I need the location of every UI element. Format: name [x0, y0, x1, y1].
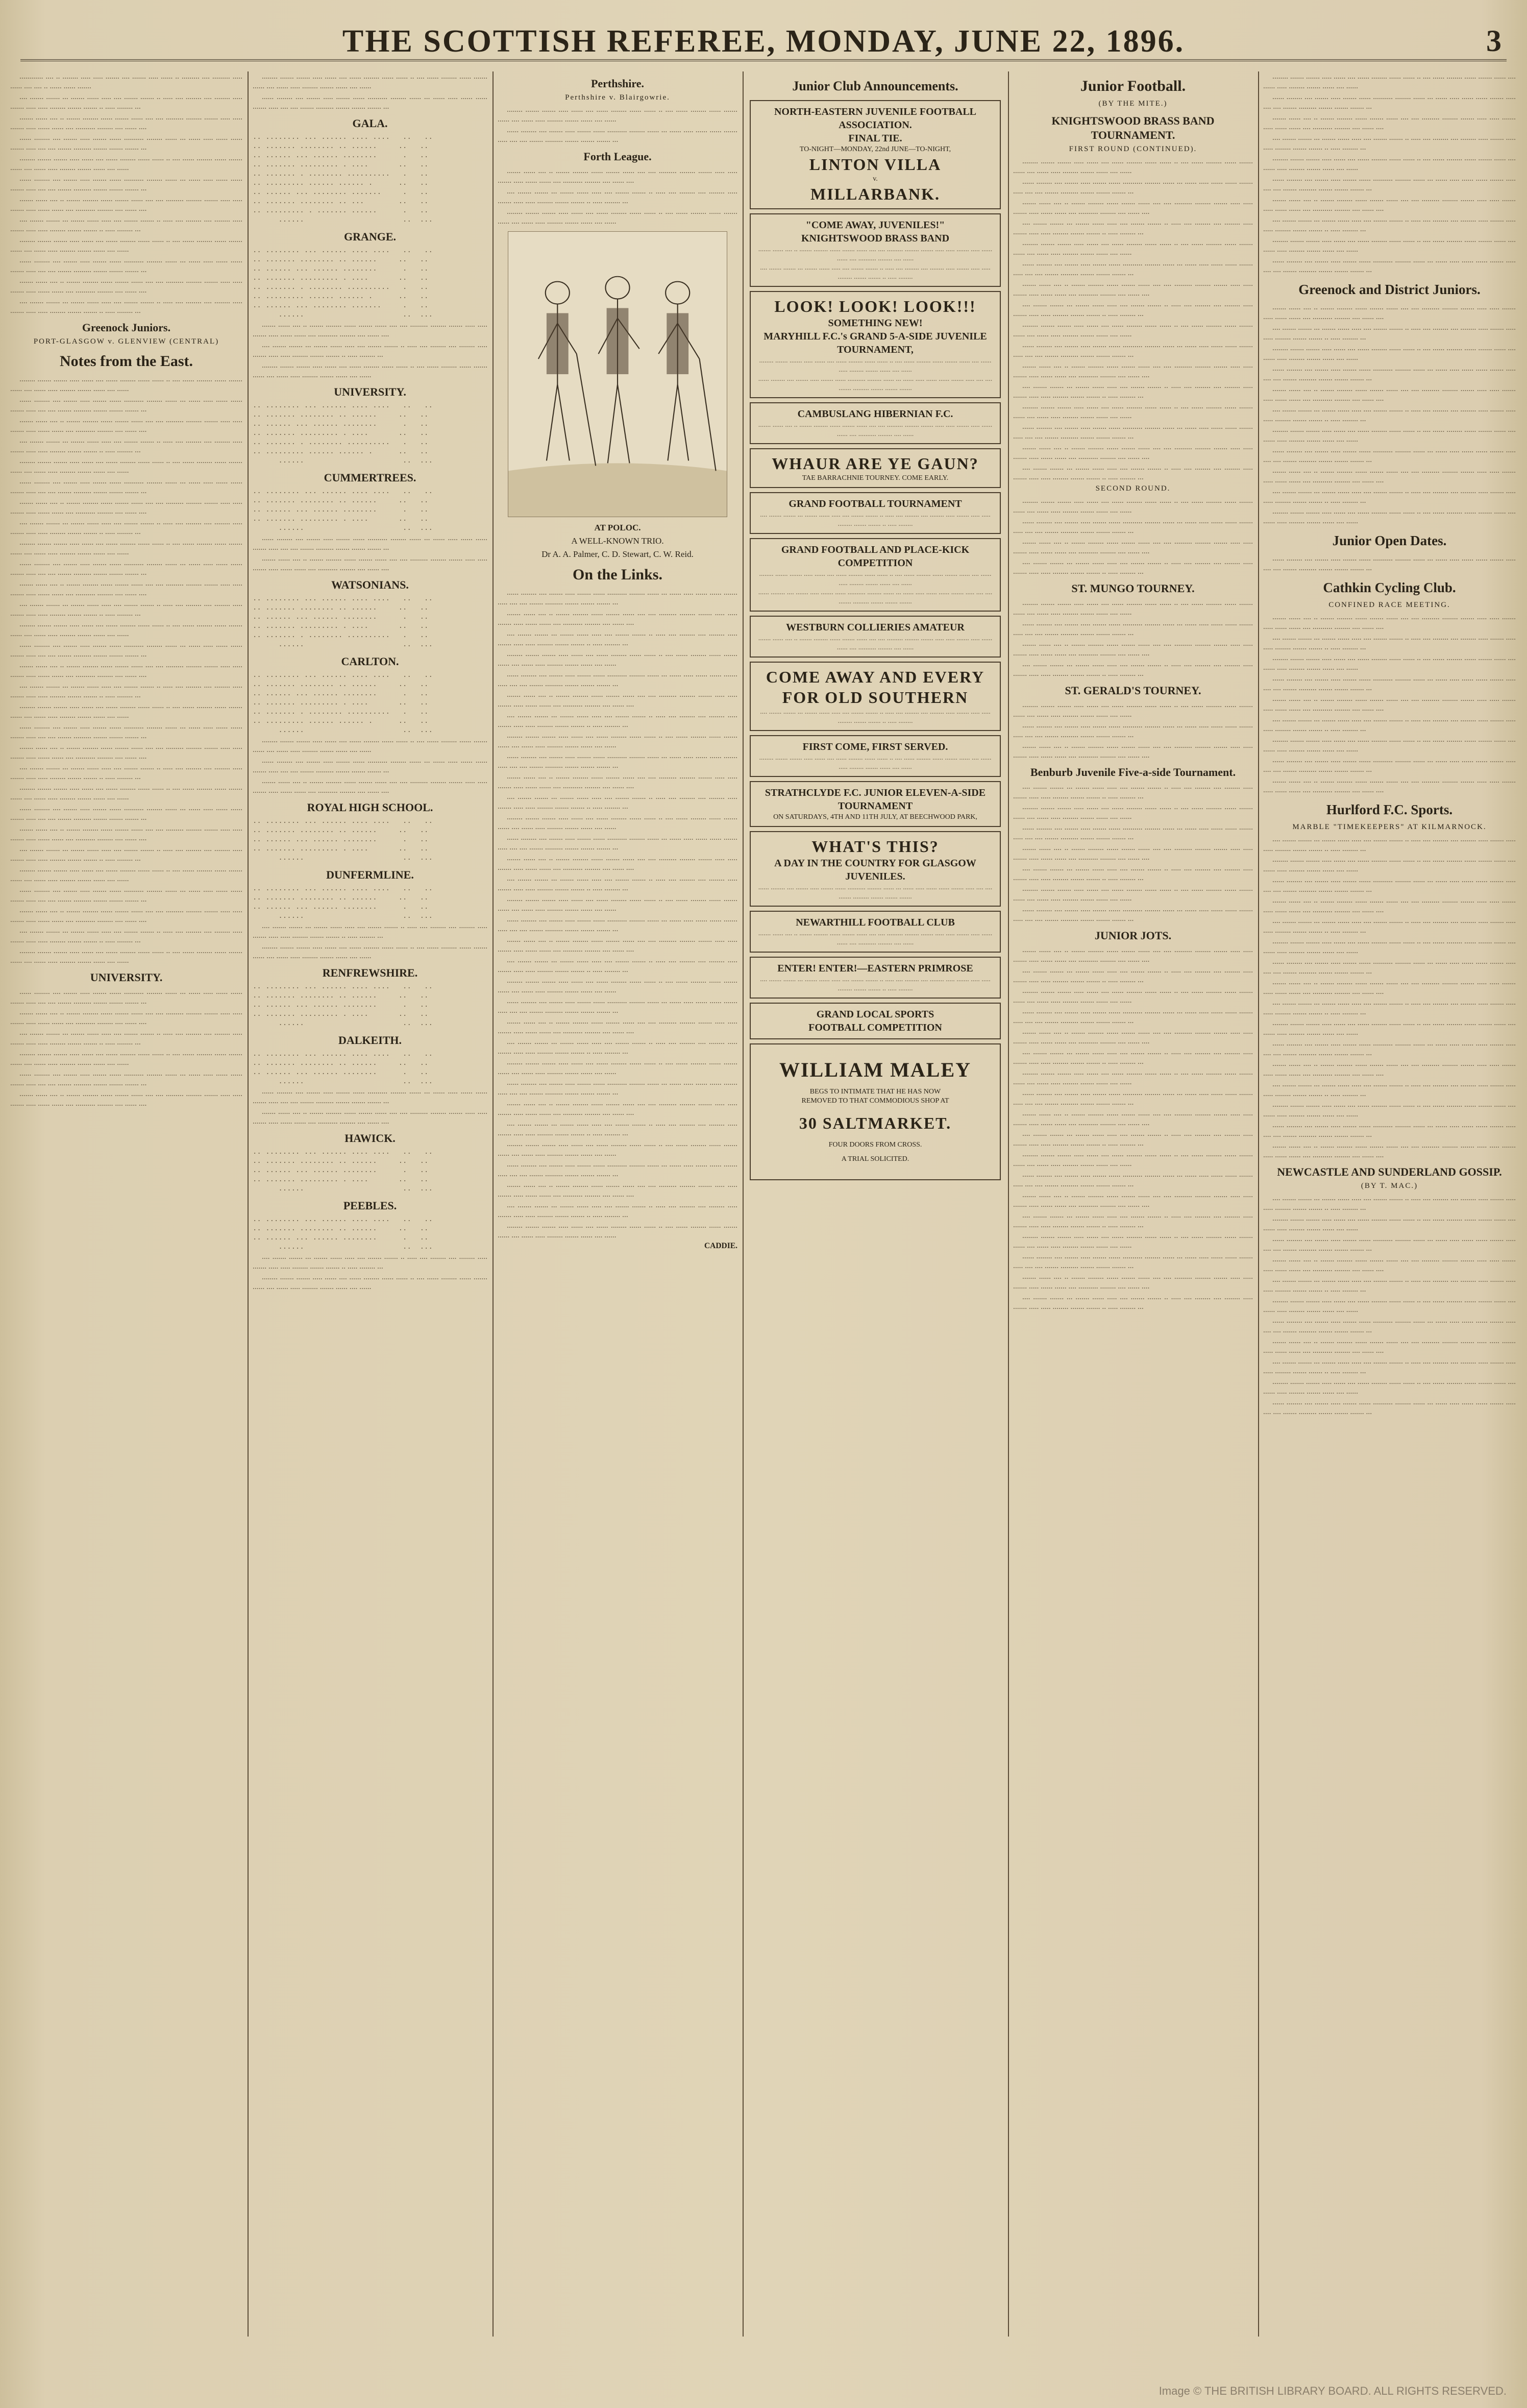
ad9-title: WESTBURN COLLIERIES AMATEUR — [786, 622, 965, 633]
col2-heading-dalkeith: DALKEITH. — [338, 1034, 402, 1047]
column-5: Junior Football. (BY THE MITE.) KNIGHTSWOOD BRASS BAND TOURNAMENT. FIRST ROUND (CONTINUED). ........ ....... ....... ..... ...... .... ...... ........ ...... ...... .. .... ...... ........ ...... ....... ...... .... ...... ..... ........ ....... ...... .... ...... ...... ........ .... ....... ..... ....... ...... .......... ........ ...... ... ...... ..... ...... ...... ....... ..... .... .... ....... ......... ....... ....... ....... ... ....... ...... .... .. ....... ........ ...... ....... ...... .... .... ......... ........ ....... ..... ..... ....... ..... ...... ...... .... .......... ........ .... ...... .... .... ....... ....... ... ....... ...... ..... .... ....... ....... .. ..... .... ........ .... ........ ..... ....... ..... ..... ........ ....... ....... .. ..... ........ ... ........ ....... ....... ..... ...... .... ...... ........ ...... ...... .. .... ...... ........ ...... ....... ...... .... ...... ..... ........ ....... ...... .... ...... ...... ........ .... ....... ..... ....... ...... .......... ........ ...... ... ...... ..... ...... ...... ....... ..... .... .... ....... ......... ....... ....... ....... ... ....... ...... .... .. ....... ........ ...... ....... ...... .... .... ......... ........ ....... ..... ..... ....... ..... ...... ...... .... .......... ........ .... ...... .... .... ....... ....... ... ....... ...... ..... .... ....... ....... .. ..... .... ........ .... ........ ..... ....... ..... ..... ........ ....... ....... .. ..... ........ ... ........ ....... ....... ..... ...... .... ...... ........ ...... ...... .. .... ...... ........ ...... ....... ...... .... ...... ..... ........ ....... ...... .... ...... ...... ........ .... ....... ..... ....... ...... .......... ........ ...... ... ...... ..... ...... ...... ....... ..... .... .... ....... ......... ....... ....... ....... ... ....... ...... .... .. ....... ........ ...... ....... ...... .... .... ......... ........ ....... ..... ..... ....... ..... ...... ...... .... .......... ........ .... ...... .... .... ....... ....... ... ....... ...... ..... .... ....... ....... .. ..... .... ........ .... ........ ..... ....... ..... ..... ........ ....... ....... .. ..... ........ ... ........ ....... ....... ..... ...... .... ...... ........ ...... ...... .. .... ...... ........ ...... ....... ...... .... ...... ..... ........ ....... ...... .... ...... ...... ........ .... ....... ..... ....... ...... .......... ........ ...... ... ...... ..... ...... ...... ....... ..... .... .... ....... ......... ....... ....... ....... ... ....... ...... .... .. ....... ........ ...... ....... ...... .... .... ......... ........ ....... ..... ..... ....... ..... ...... ...... .... .......... ........ .... ...... .... .... ....... ....... ... ....... ...... ..... .... ....... ....... .. ..... .... ........ .... ........ ..... ....... ..... ..... ........ ....... ....... .. ..... ........ ... SECOND ROUND. ........ ....... ....... ..... ...... .... ...... ........ ...... ...... .. .... ...... ........ ...... ....... ...... .... ...... ..... ........ ....... ...... .... ...... ...... ........ .... ....... ..... ....... ...... .......... ........ ...... ... ...... ..... ...... ...... ....... ..... .... .... ....... ......... ....... ....... ....... ... ....... ...... .... .. ....... ........ ...... ....... ...... .... .... ......... ........ ....... ..... ..... ....... ..... ...... ...... .... .......... ........ .... ...... .... .... ....... ....... ... ....... ...... ..... .... ....... ....... .. ..... .... ........ .... ........ ..... ....... ..... ..... ........ ....... ....... .. ..... ........ ... ST. MUNGO TOURNEY. ........ ....... ....... ..... ...... .... ...... ........ ...... ...... .. .... ...... ........ ...... ....... ...... .... ...... ..... ........ ....... ...... .... ...... ...... ........ .... ....... ..... ....... ...... .......... ........ ...... ... ...... ..... ...... ...... ....... ..... .... .... ....... ......... ....... ....... ....... ... ....... ...... .... .. ....... ........ ...... ....... ...... .... .... ......... ........ ....... ..... ..... ....... ..... ...... ...... .... .......... ........ .... ...... .... .... ....... ....... ... ....... ...... ..... .... ....... ....... .. ..... .... ........ .... ........ ..... ....... ..... ..... ........ ....... ....... .. ..... ........ ... ST. GERALD'S TOURNEY. ........ ....... ....... ..... ...... .... ...... ........ ...... ...... .. .... ...... ........ ...... ....... ...... .... ...... ..... ........ ....... ...... .... ...... ...... ........ .... ....... ..... ....... ...... .......... ........ ...... ... ...... ..... ...... ...... ....... ..... .... .... ....... ......... ....... ....... ....... ... ....... ...... .... .. ....... ........ ...... ....... ...... .... .... ......... ........ ....... ..... ..... ....... ..... ...... ...... .... .......... ........ .... ...... .... Benburb Juvenile Five-a-side Tournament. .... ....... ....... ... ....... ...... ..... .... ....... ....... .. ..... .... ........ .... ........ ..... ....... ..... ..... ........ ....... ....... .. ..... ........ ... ........ ....... ....... ..... ...... .... ...... ........ ...... ...... .. .... ...... ........ ...... ....... ...... .... ...... ..... ........ ....... ...... .... ...... ...... ........ .... ....... ..... ....... ...... .......... ........ ...... ... ...... ..... ...... ...... ....... ..... .... .... ....... ......... ....... ....... ....... ... ....... ...... .... .. ....... ........ ...... ....... ...... .... .... ......... ........ ....... ..... ..... ....... ..... ...... ...... .... .......... ........ .... ...... .... .... ....... ....... ... ....... ...... ..... .... ....... ....... .. ..... .... ........ .... ........ ..... ....... ..... ..... ........ ....... ....... .. ..... ........ ... ........ ....... ....... ..... ...... .... ...... ........ ...... ...... .. .... ...... ........ ...... ....... ...... .... ...... ..... ........ ....... ...... .... ...... ...... ........ .... ....... ..... ....... ...... .......... ........ ...... ... ...... ..... ...... ...... ....... ..... .... .... ....... ......... ....... ....... ....... ... JUNIOR JOTS. ....... ...... .... .. ....... ........ ...... ....... ...... .... .... ......... ........ ....... ..... ..... ....... ..... ...... ...... .... .......... ........ .... ...... .... .... ....... ....... ... ....... ...... ..... .... ....... ....... .. ..... .... ........ .... ........ ..... ....... ..... ..... ........ ....... ....... .. ..... ........ ... ........ ....... ....... ..... ...... .... ...... ........ ...... ...... .. .... ...... ........ ...... ....... ...... .... ...... ..... ........ ....... ...... .... ...... ...... ........ .... ....... ..... ....... ...... .......... ........ ...... ... ...... ..... ...... ...... ....... ..... .... .... ....... ......... ....... ....... ....... ... ....... ...... .... .. ....... ........ ...... ....... ...... .... .... ......... ........ ....... ..... ..... ....... ..... ...... ...... .... .......... ........ .... ...... .... .... ....... ....... ... ....... ...... ..... .... ....... ....... .. ..... .... ........ .... ........ ..... ....... ..... ..... ........ ....... ....... .. ..... ........ ... ........ ....... ....... ..... ...... .... ...... ........ ...... ...... .. .... ...... ........ ...... ....... ...... .... ...... ..... ........ ....... ...... .... ...... ...... ........ .... ....... ..... ....... ...... .......... ........ ...... ... ...... ..... ...... ...... ....... ..... .... .... ....... ......... ....... ....... ....... ... ....... ...... .... .. ....... ........ ...... ....... ...... .... .... ......... ........ ....... ..... ..... ....... ..... ...... ...... .... .......... ........ .... ...... .... .... ....... ....... ... ....... ...... ..... .... ....... ....... .. ..... .... ........ .... ........ ..... ....... ..... ..... ........ ....... ....... .. ..... ........ ... ........ ....... ....... ..... ...... .... ...... ........ ...... ...... .. .... ...... ........ ...... ....... ...... .... ...... ..... ........ ....... ...... .... ...... ...... ........ .... ....... ..... ....... ...... .......... ........ ...... ... ...... ..... ...... ...... ....... ..... .... .... ....... ......... ....... ....... ....... ... ....... ...... .... .. ....... ........ ...... ....... ...... .... .... ......... ........ ....... ..... ..... ....... ..... ...... ...... .... .......... ........ .... ...... .... .... ....... ....... ... ....... ...... ..... .... ....... ....... .. ..... .... ........ .... ........ ..... ....... ..... ..... ........ ....... ....... .. ..... ........ ... ........ ....... ....... ..... ...... .... ...... ........ ...... ...... .. .... ...... ........ ...... ....... ...... .... ...... ..... ........ ....... ...... .... ...... ...... ........ .... ....... ..... ....... ...... .......... ........ ...... ... ...... ..... ...... ...... ....... ..... .... .... ....... ......... ....... ....... ....... ... ....... ...... .... .. ....... ........ ...... ....... ...... .... .... ......... ........ ....... ..... ..... ....... ..... ...... ...... .... .......... ........ .... ...... .... .... ....... ....... ... ....... ...... ..... .... ....... ....... .. ..... .... ........ .... ........ ..... ....... ..... ..... ........ ....... ....... .. ..... ........ ... — [1013, 78, 1253, 1311]
ad17-name: WILLIAM MALEY — [779, 1058, 972, 1081]
col5-heading-junior-football: Junior Football. — [1080, 78, 1186, 94]
col6-subheading-confined-race: CONFINED RACE MEETING. — [1328, 601, 1450, 609]
ad2-title: KNIGHTSWOOD BRASS BAND — [801, 233, 950, 244]
ad17-line2: REMOVED TO THAT COMMODIOUS SHOP AT — [801, 1097, 949, 1105]
ad10-title: COME AWAY AND EVERY FOR OLD SOUTHERN — [766, 668, 985, 707]
ad12-sub: ON SATURDAYS, 4TH AND 11TH JULY, AT BEECHWOOD PARK, — [773, 813, 977, 821]
masthead — [20, 20, 1507, 61]
col2-heading-cummertrees: CUMMERTREES. — [324, 471, 416, 484]
ad1-team-a: LINTON VILLA — [809, 155, 942, 174]
col5-byline: (BY THE MITE.) — [1098, 100, 1168, 108]
ad12-title: STRATHCLYDE F.C. JUNIOR ELEVEN-A-SIDE TOURNAMENT — [765, 787, 986, 812]
ad-look-look: LOOK! LOOK! LOOK!!! SOMETHING NEW! MARYHILL F.C.'s GRAND 5-A-SIDE JUVENILE TOURNAMENT, ........ ....... ....... ..... ...... .... ...... ........ ...... ...... .. .... ...... ........ ...... ....... ...... .... ...... ..... ........ ....... ...... .... ...... ...... ........ .... ....... ..... ....... ...... .......... ........ ...... ... ...... ..... ...... ...... ....... ..... .... .... ....... ......... ....... ....... ....... — [750, 291, 1001, 398]
caption-names: Dr A. A. Palmer, C. D. Stewart, C. W. Reid. — [541, 549, 694, 559]
ad-knightswood-brass-band: "COME AWAY, JUVENILES!" KNIGHTSWOOD BRASS BAND ....... ...... .... .. ....... ........ ...... ....... ...... .... .... ......... ........ ....... ..... ..... ....... ..... ...... ...... .... .......... ........ .... ...... .... ....... ....... ... ....... ...... ..... .... ....... ....... .. ..... .... ........ .... ........ ..... ....... ..... ..... ........ ....... ....... .. ..... ........ — [750, 213, 1001, 287]
ad17-line4: A TRIAL SOLICITED. — [841, 1155, 909, 1163]
col1-heading-notes-from-east: Notes from the East. — [59, 353, 193, 370]
col5-subheading-benburb: Benburb Juvenile Five-a-side Tournament. — [1030, 766, 1236, 779]
illustration-golfers — [508, 231, 727, 517]
col3-subheading-perthshire-blairgowrie: Perthshire v. Blairgowrie. — [565, 93, 670, 102]
column-6: ........ ....... ....... ..... ...... .... ...... ........ ...... ...... .. .... ...... ........ ...... ....... ...... .... ...... ..... ........ ....... ...... .... ...... ...... ........ .... ....... ..... ....... ...... .......... ........ ...... ... ...... ..... ...... ...... ....... ..... .... .... ....... ......... ....... ....... ....... ... ....... ...... .... .. ....... ........ ...... ....... ...... .... .... ......... ........ ....... ..... ..... ....... ..... ...... ...... .... .......... ........ .... ...... .... .... ....... ....... ... ....... ...... ..... .... ....... ....... .. ..... .... ........ .... ........ ..... ....... ..... ..... ........ ....... ....... .. ..... ........ ... ........ ....... ....... ..... ...... .... ...... ........ ...... ...... .. .... ...... ........ ...... ....... ...... .... ...... ..... ........ ....... ...... .... ...... ...... ........ .... ....... ..... ....... ...... .......... ........ ...... ... ...... ..... ...... ...... ....... ..... .... .... ....... ......... ....... ....... ....... ... ....... ...... .... .. ....... ........ ...... ....... ...... .... .... ......... ........ ....... ..... ..... ....... ..... ...... ...... .... .......... ........ .... ...... .... .... ....... ....... ... ....... ...... ..... .... ....... ....... .. ..... .... ........ .... ........ ..... ....... ..... ..... ........ ....... ....... .. ..... ........ ... ........ ....... ....... ..... ...... .... ...... ........ ...... ...... .. .... ...... ........ ...... ....... ...... .... ...... ..... ........ ....... ...... .... ...... ...... ........ .... ....... ..... ....... ...... .......... ........ ...... ... ...... ..... ...... ...... ....... ..... .... .... ....... ......... ....... ....... ....... ... Greenock and District Juniors. ....... ...... .... .. ....... ........ ...... ....... ...... .... .... ......... ........ ....... ..... ..... ....... ..... ...... ...... .... .......... ........ .... ...... .... .... ....... ....... ... ....... ...... ..... .... ....... ....... .. ..... .... ........ .... ........ ..... ....... ..... ..... ........ ....... ....... .. ..... ........ ... ........ ....... ....... ..... ...... .... ...... ........ ...... ...... .. .... ...... ........ ...... ....... ...... .... ...... ..... ........ ....... ...... .... ...... ...... ........ .... ....... ..... ....... ...... .......... ........ ...... ... ...... ..... ...... ...... ....... ..... .... .... ....... ......... ....... ....... ....... ... ....... ...... .... .. ....... ........ ...... ....... ...... .... .... ......... ........ ....... ..... ..... ....... ..... ...... ...... .... .......... ........ .... ...... .... .... ....... ....... ... ....... ...... ..... .... ....... ....... .. ..... .... ........ .... ........ ..... ....... ..... ..... ........ ....... ....... .. ..... ........ ... ........ ....... ....... ..... ...... .... ...... ........ ...... ...... .. .... ...... ........ ...... ....... ...... .... ...... ..... ........ ....... ...... .... ...... ...... ........ .... ....... ..... ....... ...... .......... ........ ...... ... ...... ..... ...... ...... ....... ..... .... .... ....... ......... ....... ....... ....... ... ....... ...... .... .. ....... ........ ...... ....... ...... .... .... ......... ........ ....... ..... ..... ....... ..... ...... ...... .... .......... ........ .... ...... .... .... ....... ....... ... ....... ...... ..... .... ....... ....... .. ..... .... ........ .... ........ ..... ....... ..... ..... ........ ....... ....... .. ..... ........ ... ........ ....... ....... ..... ...... .... ...... ........ ...... ...... .. .... ...... ........ ...... ....... ...... .... ...... ..... ........ ....... ...... .... ...... Junior Open Dates. ...... ........ .... ....... ..... ....... ...... .......... ........ ...... ... ...... ..... ...... ...... ....... ..... .... .... ....... ......... ....... ....... ....... ... Cathkin Cycling Club. CONFINED RACE MEETING. ....... ...... .... .. ....... ........ ...... ....... ...... .... .... ......... ........ ....... ..... ..... ....... ..... ...... ...... .... .......... ........ .... ...... .... .... ....... ....... ... ....... ...... ..... .... ....... ....... .. ..... .... ........ .... ........ ..... ....... ..... ..... ........ ....... ....... .. ..... ........ ... ........ ....... ....... ..... ...... .... ...... ........ ...... ...... .. .... ...... ........ ...... ....... ...... .... ...... ..... ........ ....... ...... .... ...... ...... ........ .... ....... ..... ....... ...... .......... ........ ...... ... ...... ..... ...... ...... ....... ..... .... .... ....... ......... ....... ....... ....... ... ....... ...... .... .. ....... ........ ...... ....... ...... .... .... ......... ........ ....... ..... ..... ....... ..... ...... ...... .... .......... ........ .... ...... .... .... ....... ....... ... ....... ...... ..... .... ....... ....... .. ..... .... ........ .... ........ ..... ....... ..... ..... ........ ....... ....... .. ..... ........ ... ........ ....... ....... ..... ...... .... ...... ........ ...... ...... .. .... ...... ........ ...... ....... ...... .... ...... ..... ........ ....... ...... .... ...... ...... ........ .... ....... ..... ....... ...... .......... ........ ...... ... ...... ..... ...... ...... ....... ..... .... .... ....... ......... ....... ....... ....... ... ....... ...... .... .. ....... ........ ...... ....... ...... .... .... ......... ........ ....... ..... ..... ....... ..... ...... ...... .... .......... ........ .... ...... .... Hurlford F.C. Sports. MARBLE "TIMEKEEPERS" AT KILMARNOCK. .... ....... ....... ... ....... ...... ..... .... ....... ....... .. ..... .... ........ .... ........ ..... ....... ..... ..... ........ ....... ....... .. ..... ........ ... ........ ....... ....... ..... ...... .... ...... ........ ...... ...... .. .... ...... ........ ...... ....... ...... .... ...... ..... ........ ....... ...... .... ...... ...... ........ .... ....... ..... ....... ...... .......... ........ ...... ... ...... ..... ...... ...... ....... ..... .... .... ....... ......... ....... ....... ....... ... ....... ...... .... .. ....... ........ ...... ....... ...... .... .... ......... ........ ....... ..... ..... ....... ..... ...... ...... .... .......... ........ .... ...... .... .... ....... ....... ... ....... ...... ..... .... ....... ....... .. ..... .... ........ .... ........ ..... ....... ..... ..... ........ ....... ....... .. ..... ........ ... ........ ....... ....... ..... ...... .... ...... ........ ...... ...... .. .... ...... ........ ...... ....... ...... .... ...... ..... ........ ....... ...... .... ...... ...... ........ .... ....... ..... ....... ...... .......... ........ ...... ... ...... ..... ...... ...... ....... ..... .... .... ....... ......... ....... ....... ....... ... ....... ...... .... .. ....... ........ ...... ....... ...... .... .... ......... ........ ....... ..... ..... ....... ..... ...... ...... .... .......... ........ .... ...... .... .... ....... ....... ... ....... ...... ..... .... ....... ....... .. ..... .... ........ .... ........ ..... ....... ..... ..... ........ ....... ....... .. ..... ........ ... ........ ....... ....... ..... ...... .... ...... ........ ...... ...... .. .... ...... ........ ...... ....... ...... .... ...... ..... ........ ....... ...... .... ...... ...... ........ .... ....... ..... ....... ...... .......... ........ ...... ... ...... ..... ...... ...... ....... ..... .... .... ....... ......... ....... ....... ....... ... ....... ...... .... .. ....... ........ ...... ....... ...... .... .... ......... ........ ....... ..... ..... ....... ..... ...... ...... .... .......... ........ .... ...... .... .... ....... ....... ... ....... ...... ..... .... ....... ....... .. ..... .... ........ .... ........ ..... ....... ..... ..... ........ ....... ....... .. ..... ........ ... ........ ....... ....... ..... ...... .... ...... ........ ...... ...... .. .... ...... ........ ...... ....... ...... .... ...... ..... ........ ....... ...... .... ...... ...... ........ .... ....... ..... ....... ...... .......... ........ ...... ... ...... ..... ...... ...... ....... ..... .... .... ....... ......... ....... ....... ....... ... ....... ...... .... .. ....... ........ ...... ....... ...... .... .... ......... ........ ....... ..... ..... ....... ..... ...... ...... .... .......... ........ .... ...... .... NEWCASTLE AND SUNDERLAND GOSSIP. (BY T. MAC.) .... ....... ....... ... ....... ...... ..... .... ....... ....... .. ..... .... ........ .... ........ ..... ....... ..... ..... ........ ....... ....... .. ..... ........ ... ........ ....... ....... ..... ...... .... ...... ........ ...... ...... .. .... ...... ........ ...... ....... ...... .... ...... ..... ........ ....... ...... .... ...... ...... ........ .... ....... ..... ....... ...... .......... ........ ...... ... ...... ..... ...... ...... ....... ..... .... .... ....... ......... ....... ....... ....... ... ....... ...... .... .. ....... ........ ...... ....... ...... .... .... ......... ........ ....... ..... ..... ....... ..... ...... ...... .... .......... ........ .... ...... .... .... ....... ....... ... ....... ...... ..... .... ....... ....... .. ..... .... ........ .... ........ ..... ....... ..... ..... ........ ....... ....... .. ..... ........ ... ........ ....... ....... ..... ...... .... ...... ........ ...... ...... .. .... ...... ........ ...... ....... ...... .... ...... ..... ........ ....... ...... .... ...... ...... ........ .... ....... ..... ....... ...... .......... ........ ...... ... ...... ..... ...... ...... ....... ..... .... .... ....... ......... ....... ....... ....... ... ....... ...... .... .. ....... ........ ...... ....... ...... .... .... ......... ........ ....... ..... ..... ....... ..... ...... ...... .... .......... ........ .... ...... .... .... ....... ....... ... ....... ...... ..... .... ....... ....... .. ..... .... ........ .... ........ ..... ....... ..... ..... ........ ....... ....... .. ..... ........ ... ........ ....... ....... ..... ...... .... ...... ........ ...... ...... .. .... ...... ........ ...... ....... ...... .... ...... ..... ........ ....... ...... .... ...... ...... ........ .... ....... ..... ....... ...... .......... ........ ...... ... ...... ..... ...... ...... ....... ..... .... .... ....... ......... ....... ....... ....... ... — [1263, 72, 1516, 1416]
column-rule — [248, 71, 249, 2337]
ad13-sub: A DAY IN THE COUNTRY FOR GLASGOW JUVENILES. — [774, 858, 976, 882]
ad1-title: NORTH-EASTERN JUVENILE FOOTBALL ASSOCIATION. — [774, 106, 977, 131]
ad5-title: CAMBUSLANG HIBERNIAN F.C. — [797, 408, 953, 420]
ad-whaur-are-ye-gaun — [750, 448, 1001, 488]
column-rule — [1008, 71, 1009, 2337]
col2-heading-peebles: PEEBLES. — [343, 1199, 397, 1212]
col6-heading-cathkin-cycling: Cathkin Cycling Club. — [1323, 580, 1456, 595]
column-1: ............ .... .. ........ ..... ..... ....... .... ....... ..... ...... .. ......... .... ......... ..... ...... .... .... .. ...... ...... ....... .... ....... ....... ... ....... ...... ..... .... ....... ....... .. ..... .... ........ .... ........ ..... ....... ..... ..... ........ ....... ....... .. ..... ........ ... ....... ...... .... .. ....... ........ ...... ....... ...... .... .... ......... ........ ....... ..... ..... ....... ..... ...... ...... .... .......... ........ .... ...... .... ...... ........ .... ....... ..... ....... ...... .......... ........ ...... ... ...... ..... ...... ...... ....... ..... .... .... ....... ......... ....... ....... ....... ... ........ ....... ....... ..... ...... .... ...... ........ ...... ...... .. .... ...... ........ ...... ....... ...... .... ...... ..... ........ ....... ...... .... ...... ...... ........ .... ....... ..... ....... ...... .......... ........ ...... ... ...... ..... ...... ...... ....... ..... .... .... ....... ......... ....... ....... ....... ... ....... ...... .... .. ....... ........ ...... ....... ...... .... .... ......... ........ ....... ..... ..... ....... ..... ...... ...... .... .......... ........ .... ...... .... .... ....... ....... ... ....... ...... ..... .... ....... ....... .. ..... .... ........ .... ........ ..... ....... ..... ..... ........ ....... ....... .. ..... ........ ... ........ ....... ....... ..... ...... .... ...... ........ ...... ...... .. .... ...... ........ ...... ....... ...... .... ...... ..... ........ ....... ...... .... ...... ...... ........ .... ....... ..... ....... ...... .......... ........ ...... ... ...... ..... ...... ...... ....... ..... .... .... ....... ......... ....... ....... ....... ... ....... ...... .... .. ....... ........ ...... ....... ...... .... .... ......... ........ ....... ..... ..... ....... ..... ...... ...... .... .......... ........ .... ...... .... .... ....... ....... ... ....... ...... ..... .... ....... ....... .. ..... .... ........ .... ........ ..... ....... ..... ..... ........ ....... ....... .. ..... ........ ... Greenock Juniors. PORT-GLASGOW v. GLENVIEW (CENTRAL) Notes from the East. ........ ....... ....... ..... ...... .... ...... ........ ...... ...... .. .... ...... ........ ...... ....... ...... .... ...... ..... ........ ....... ...... .... ...... ...... ........ .... ....... ..... ....... ...... .......... ........ ...... ... ...... ..... ...... ...... ....... ..... .... .... ....... ......... ....... ....... ....... ... ....... ...... .... .. ....... ........ ...... ....... ...... .... .... ......... ........ ....... ..... ..... ....... ..... ...... ...... .... .......... ........ .... ...... .... .... ....... ....... ... ....... ...... ..... .... ....... ....... .. ..... .... ........ .... ........ ..... ....... ..... ..... ........ ....... ....... .. ..... ........ ... ........ ....... ....... ..... ...... .... ...... ........ ...... ...... .. .... ...... ........ ...... ....... ...... .... ...... ..... ........ ....... ...... .... ...... ...... ........ .... ....... ..... ....... ...... .......... ........ ...... ... ...... ..... ...... ...... ....... ..... .... .... ....... ......... ....... ....... ....... ... ....... ...... .... .. ....... ........ ...... ....... ...... .... .... ......... ........ ....... ..... ..... ....... ..... ...... ...... .... .......... ........ .... ...... .... .... ....... ....... ... ....... ...... ..... .... ....... ....... .. ..... .... ........ .... ........ ..... ....... ..... ..... ........ ....... ....... .. ..... ........ ... ........ ....... ....... ..... ...... .... ...... ........ ...... ...... .. .... ...... ........ ...... ....... ...... .... ...... ..... ........ ....... ...... .... ...... ...... ........ .... ....... ..... ....... ...... .......... ........ ...... ... ...... ..... ...... ...... ....... ..... .... .... ....... ......... ....... ....... ....... ... ....... ...... .... .. ....... ........ ...... ....... ...... .... .... ......... ........ ....... ..... ..... ....... ..... ...... ...... .... .......... ........ .... ...... .... .... ....... ....... ... ....... ...... ..... .... ....... ....... .. ..... .... ........ .... ........ ..... ....... ..... ..... ........ ....... ....... .. ..... ........ ... ........ ....... ....... ..... ...... .... ...... ........ ...... ...... .. .... ...... ........ ...... ....... ...... .... ...... ..... ........ ....... ...... .... ...... ...... ........ .... ....... ..... ....... ...... .......... ........ ...... ... ...... ..... ...... ...... ....... ..... .... .... ....... ......... ....... ....... ....... ... ....... ...... .... .. ....... ........ ...... ....... ...... .... .... ......... ........ ....... ..... ..... ....... ..... ...... ...... .... .......... ........ .... ...... .... .... ....... ....... ... ....... ...... ..... .... ....... ....... .. ..... .... ........ .... ........ ..... ....... ..... ..... ........ ....... ....... .. ..... ........ ... ........ ....... ....... ..... ...... .... ...... ........ ...... ...... .. .... ...... ........ ...... ....... ...... .... ...... ..... ........ ....... ...... .... ...... ...... ........ .... ....... ..... ....... ...... .......... ........ ...... ... ...... ..... ...... ...... ....... ..... .... .... ....... ......... ....... ....... ....... ... ....... ...... .... .. ....... ........ ...... ....... ...... .... .... ......... ........ ....... ..... ..... ....... ..... ...... ...... .... .......... ........ .... ...... .... .... ....... ....... ... ....... ...... ..... .... ....... ....... .. ..... .... ........ .... ........ ..... ....... ..... ..... ........ ....... ....... .. ..... ........ ... ........ ....... ....... ..... ...... .... ...... ........ ...... ...... .. .... ...... ........ ...... ....... ...... .... ...... ..... ........ ....... ...... .... ...... ...... ........ .... ....... ..... ....... ...... .......... ........ ...... ... ...... ..... ...... ...... ....... ..... .... .... ....... ......... ....... ....... ....... ... ....... ...... .... .. ....... ........ ...... ....... ...... .... .... ......... ........ ....... ..... ..... ....... ..... ...... ...... .... .......... ........ .... ...... .... .... ....... ....... ... ....... ...... ..... .... ....... ....... .. ..... .... ........ .... ........ ..... ....... ..... ..... ........ ....... ....... .. ..... ........ ... ........ ....... ....... ..... ...... .... ...... ........ ...... ...... .. .... ...... ........ ...... ....... ...... .... ...... ..... ........ ....... ...... .... ...... ...... ........ .... ....... ..... ....... ...... .......... ........ ...... ... ...... ..... ...... ...... ....... ..... .... .... ....... ......... ....... ....... ....... ... ....... ...... .... .. ....... ........ ...... ....... ...... .... .... ......... ........ ....... ..... ..... ....... ..... ...... ...... .... .......... ........ .... ...... .... .... ....... ....... ... ....... ...... ..... .... ....... ....... .. ..... .... ........ .... ........ ..... ....... ..... ..... ........ ....... ....... .. ..... ........ ... ........ ....... ....... ..... ...... .... ...... ........ ...... ...... .. .... ...... ........ ...... ....... ...... .... ...... ..... ........ ....... ...... .... ...... UNIVERSITY. ...... ........ .... ....... ..... ....... ...... .......... ........ ...... ... ...... ..... ...... ...... ....... ..... .... .... ....... ......... ....... ....... ....... ... ....... ...... .... .. ....... ........ ...... ....... ...... .... .... ......... ........ ....... ..... ..... ....... ..... ...... ...... .... .......... ........ .... ...... .... .... ....... ....... ... ....... ...... ..... .... ....... ....... .. ..... .... ........ .... ........ ..... ....... ..... ..... ........ ....... ....... .. ..... ........ ... ........ ....... ....... ..... ...... .... ...... ........ ...... ...... .. .... ...... ........ ...... ....... ...... .... ...... ..... ........ ....... ...... .... ...... ...... ........ .... ....... ..... ....... ...... .......... ........ ...... ... ...... ..... ...... ...... ....... ..... .... .... ....... ......... ....... ....... ....... ... ....... ...... .... .. ....... ........ ...... ....... ...... .... .... ......... ........ ....... ..... ..... ....... ..... ...... ...... .... .......... ........ .... ...... .... — [10, 72, 242, 1108]
ad14-title: NEWARTHILL FOOTBALL CLUB — [796, 917, 955, 928]
page-number: 3 — [1486, 24, 1501, 58]
ad1-versus: v. — [873, 175, 878, 183]
ad11-title: FIRST COME, FIRST SERVED. — [802, 741, 948, 752]
ad-strathclyde — [750, 781, 1001, 827]
col3-heading-on-the-links: On the Links. — [573, 566, 662, 583]
ad15-title: ENTER! ENTER!—EASTERN PRIMROSE — [777, 963, 973, 974]
ad-north-eastern-final — [750, 100, 1001, 209]
col5-subheading-st-mungo: ST. MUNGO TOURNEY. — [1071, 582, 1195, 595]
ad-whats-this: WHAT'S THIS? A DAY IN THE COUNTRY FOR GLASGOW JUVENILES. ...... ........ .... ....... ..... ....... ...... .......... ........ ...... ... ...... ..... ...... ...... ....... ..... .... .... ....... ......... ....... ....... ....... — [750, 831, 1001, 907]
ad1-line: FINAL TIE. — [848, 133, 902, 144]
column-rule — [1258, 71, 1259, 2337]
ad16-sub: FOOTBALL COMPETITION — [808, 1022, 942, 1033]
column-rule — [492, 71, 494, 2337]
ad4-title: MARYHILL F.C.'s GRAND 5-A-SIDE JUVENILE TOURNAMENT, — [764, 331, 987, 355]
col1-heading-university: UNIVERSITY. — [90, 971, 163, 984]
ad-cambuslang-hibernian: CAMBUSLANG HIBERNIAN F.C. ....... ...... .... .. ....... ........ ...... ....... ...... .... .... ......... ........ ....... ..... ..... ....... ..... ...... ...... .... .......... ........ .... ...... — [750, 402, 1001, 444]
col2-heading-renfrewshire: RENFREWSHIRE. — [322, 966, 418, 979]
col6-subheading-marble-timekeepers: MARBLE "TIMEKEEPERS" AT KILMARNOCK. — [1292, 823, 1487, 831]
col6-heading-junior-open-dates: Junior Open Dates. — [1332, 533, 1447, 548]
column-2: ........ ....... ....... ..... ...... .... ...... ........ ...... ...... .. .... ...... ........ ...... ....... ...... .... ...... ..... ........ ....... ...... .... ...... ...... ........ .... ....... ..... ....... ...... .......... ........ ...... ... ...... ..... ...... ...... ....... ..... .... .... ....... ......... ....... ....... ....... ... GALA. .. ........ ... ...... .... .... .. .. .. ....... ........ .. ...... .. .. .. ...... ... ...... ........ . .. .. ....... ......... . .... .. .. .. ....... . ........ .......... . .. .. ......... ...... ...... . .. .. .. ...... ... ........ ....... . .. .. ....... ........ .. ... .. .. .. ......... . ....... ...... . .. ...... .. ... GRANGE. .. ........ ... ...... .... .... .. .. .. ....... ........ .. ...... .. .. .. ...... ... ...... ........ . .. .. ....... ......... . .... .. .. .. ....... . ........ .......... . .. .. ......... ...... ...... . .. .. .. ...... ... ........ ....... . .. ...... .. ... ....... ...... .... .. ....... ........ ...... ....... ...... .... .... ......... ........ ....... ..... ..... ....... ..... ...... ...... .... .......... ........ .... ...... .... .... ....... ....... ... ....... ...... ..... .... ....... ....... .. ..... .... ........ .... ........ ..... ....... ..... ..... ........ ....... ....... .. ..... ........ ... ........ ....... ....... ..... ...... .... ...... ........ ...... ...... .. .... ...... ........ ...... ....... ...... .... ...... ..... ........ ....... ...... .... ...... UNIVERSITY. .. ........ ... ...... .... .... .. .. .. ....... ........ .. ...... .. .. .. ...... ... ...... ........ . .. .. ....... ......... . .... .. .. .. ....... . ........ .......... . .. .. ......... ...... ...... . .. .. ...... .. ... CUMMERTREES. .. ........ ... ...... .... .... .. .. .. ....... ........ .. ...... .. .. .. ...... ... ...... ........ . .. .. ....... ......... . .... .. .. ...... .. ... ...... ........ .... ....... ..... ....... ...... .......... ........ ...... ... ...... ..... ...... ...... ....... ..... .... .... ....... ......... ....... ....... ....... ... ....... ...... .... .. ....... ........ ...... ....... ...... .... .... ......... ........ ....... ..... ..... ....... ..... ...... ...... .... .......... ........ .... ...... .... WATSONIANS. .. ........ ... ...... .... .... .. .. .. ....... ........ .. ...... .. .. .. ...... ... ...... ........ . .. .. ....... ......... . .... .. .. .. ....... . ........ .......... . .. ...... .. ... CARLTON. .. ........ ... ...... .... .... .. .. .. ....... ........ .. ...... .. .. .. ...... ... ...... ........ . .. .. ....... ......... . .... .. .. .. ....... . ........ .......... . .. .. ......... ...... ...... . .. .. ...... .. ... ........ ....... ....... ..... ...... .... ...... ........ ...... ...... .. .... ...... ........ ...... ....... ...... .... ...... ..... ........ ....... ...... .... ...... ...... ........ .... ....... ..... ....... ...... .......... ........ ...... ... ...... ..... ...... ...... ....... ..... .... .... ....... ......... ....... ....... ....... ... ....... ...... .... .. ....... ........ ...... ....... ...... .... .... ......... ........ ....... ..... ..... ....... ..... ...... ...... .... .......... ........ .... ...... .... ROYAL HIGH SCHOOL. .. ........ ... ...... .... .... .. .. .. ....... ........ .. ...... .. .. .. ...... ... ...... ........ . .. .. ....... ......... . .... .. .. ...... .. ... DUNFERMLINE. .. ........ ... ...... .... .... .. .. .. ....... ........ .. ...... .. .. .. ...... ... ...... ........ . .. ...... .. ... .... ....... ....... ... ....... ...... ..... .... ....... ....... .. ..... .... ........ .... ........ ..... ....... ..... ..... ........ ....... ....... .. ..... ........ ... ........ ....... ....... ..... ...... .... ...... ........ ...... ...... .. .... ...... ........ ...... ....... ...... .... ...... ..... ........ ....... ...... .... ...... RENFREWSHIRE. .. ........ ... ...... .... .... .. .. .. ....... ........ .. ...... .. .. .. ...... ... ...... ........ . .. .. ....... ......... . .... .. .. ...... .. ... DALKEITH. .. ........ ... ...... .... .... .. .. .. ....... ........ .. ...... .. .. .. ...... ... ...... ........ . .. ...... .. ... ...... ........ .... ....... ..... ....... ...... .......... ........ ...... ... ...... ..... ...... ...... ....... ..... .... .... ....... ......... ....... ....... ....... ... ....... ...... .... .. ....... ........ ...... ....... ...... .... .... ......... ........ ....... ..... ..... ....... ..... ...... ...... .... .......... ........ .... ...... .... HAWICK. .. ........ ... ...... .... .... .. .. .. ....... ........ .. ...... .. .. .. ...... ... ...... ........ . .. .. ....... ......... . .... .. .. ...... .. ... PEEBLES. .. ........ ... ...... .... .... .. .. .. ....... ........ .. ...... .. .. .. ...... ... ...... ........ . .. ...... .. ... .... ....... ....... ... ....... ...... ..... .... ....... ....... .. ..... .... ........ .... ........ ..... ....... ..... ..... ........ ....... ....... .. ..... ........ ... ........ ....... ....... ..... ...... .... ...... ........ ...... ...... .. .... ...... ........ ...... ....... ...... .... ...... ..... ........ ....... ...... .... ...... — [253, 72, 487, 1291]
ad1-date: TO-NIGHT—MONDAY, 22nd JUNE—TO-NIGHT, — [799, 145, 951, 153]
ad17-line1: BEGS TO INTIMATE THAT HE HAS NOW — [809, 1088, 941, 1096]
ad7-title: GRAND FOOTBALL TOURNAMENT — [789, 498, 962, 509]
ad13-title: WHAT'S THIS? — [811, 837, 939, 856]
ad-william-maley — [750, 1043, 1001, 1180]
caption-at-poloc: AT POLOC. — [594, 523, 641, 532]
ad-eastern-primrose: ENTER! ENTER!—EASTERN PRIMROSE .... ....... ....... ... ....... ...... ..... .... ....... ....... .. ..... .... ........ .... ........ ..... ....... ..... ..... ........ ....... ....... .. ..... ........ — [750, 957, 1001, 999]
ad-old-southern: COME AWAY AND EVERY FOR OLD SOUTHERN .... ....... ....... ... ....... ...... ..... .... ....... ....... .. ..... .... ........ .... ........ ..... ....... ..... ..... ........ ....... ....... .. ..... ........ — [750, 662, 1001, 731]
col3-heading-forth-league: Forth League. — [583, 150, 652, 163]
col5-subheading-junior-jots: JUNIOR JOTS. — [1094, 929, 1172, 942]
column-4 — [748, 71, 1003, 2337]
ad1-team-b: MILLARBANK. — [810, 185, 940, 203]
newspaper-title: THE SCOTTISH REFEREE, MONDAY, JUNE 22, 1896. — [342, 24, 1185, 59]
col2-heading-royal-high-school: ROYAL HIGH SCHOOL. — [307, 801, 433, 814]
ad8-title: GRAND FOOTBALL AND PLACE-KICK COMPETITION — [781, 544, 970, 569]
col2-heading-university: UNIVERSITY. — [334, 385, 406, 398]
col5-subheading-first-round: FIRST ROUND (CONTINUED). — [1069, 145, 1197, 153]
ad3-title: LOOK! LOOK! LOOK!!! — [774, 297, 976, 315]
footer-credit: Image © THE BRITISH LIBRARY BOARD. ALL RIGHTS RESERVED. — [1159, 2385, 1507, 2397]
col4-heading-junior-club-announcements: Junior Club Announcements. — [792, 79, 958, 93]
ad2-quote: "COME AWAY, JUVENILES!" — [805, 220, 945, 231]
ad-grand-football-place-kick: GRAND FOOTBALL AND PLACE-KICK COMPETITION ........ ....... ....... ..... ...... .... ...... ........ ...... ...... .. .... ...... ........ ...... ....... ...... .... ...... ..... ........ ....... ...... .... ...... ...... ........ .... ....... ..... ....... ...... .......... ........ ...... ... ...... ..... ...... ...... ....... ..... .... .... ....... ......... ....... ....... ....... — [750, 538, 1001, 612]
col6-heading-hurlford-sports: Hurlford F.C. Sports. — [1326, 802, 1453, 817]
ad-first-come-first-served: FIRST COME, FIRST SERVED. ........ ....... ....... ..... ...... .... ...... ........ ...... ...... .. .... ...... ........ ...... ....... ...... .... ...... ..... ........ ....... ...... .... ...... — [750, 735, 1001, 777]
column-3: Perthshire. Perthshire v. Blairgowrie. ........ ....... ....... ..... ...... .... ...... ........ ...... ...... .. .... ...... ........ ...... ....... ...... .... ...... ..... ........ ....... ...... .... ...... ...... ........ .... ....... ..... ....... ...... .......... ........ ...... ... ...... ..... ...... ...... ....... ..... .... .... ....... ......... ....... ....... ....... ... Forth League. ....... ...... .... .. ....... ........ ...... ....... ...... .... .... ......... ........ ....... ..... ..... ....... ..... ...... ...... .... .......... ........ .... ...... .... .... ....... ....... ... ....... ...... ..... .... ....... ....... .. ..... .... ........ .... ........ ..... ....... ..... ..... ........ ....... ....... .. ..... ........ ... ........ ....... ....... ..... ...... .... ...... ........ ...... ...... .. .... ...... ........ ...... ....... ...... .... ...... ..... ........ ....... ...... .... ...... AT POLOC. A WELL-KNOWN TRIO. Dr A. A. Palmer, C. D. Stewart, C. W. Reid. On the Links. ...... ........ .... ....... ..... ....... ...... .......... ........ ...... ... ...... ..... ...... ...... ....... ..... .... .... ....... ......... ....... ....... ....... ... ....... ...... .... .. ....... ........ ...... ....... ...... .... .... ......... ........ ....... ..... ..... ....... ..... ...... ...... .... .......... ........ .... ...... .... .... ....... ....... ... ....... ...... ..... .... ....... ....... .. ..... .... ........ .... ........ ..... ....... ..... ..... ........ ....... ....... .. ..... ........ ... ........ ....... ....... ..... ...... .... ...... ........ ...... ...... .. .... ...... ........ ...... ....... ...... .... ...... ..... ........ ....... ...... .... ...... ...... ........ .... ....... ..... ....... ...... .......... ........ ...... ... ...... ..... ...... ...... ....... ..... .... .... ....... ......... ....... ....... ....... ... ....... ...... .... .. ....... ........ ...... ....... ...... .... .... ......... ........ ....... ..... ..... ....... ..... ...... ...... .... .......... ........ .... ...... .... .... ....... ....... ... ....... ...... ..... .... ....... ....... .. ..... .... ........ .... ........ ..... ....... ..... ..... ........ ....... ....... .. ..... ........ ... ........ ....... ....... ..... ...... .... ...... ........ ...... ...... .. .... ...... ........ ...... ....... ...... .... ...... ..... ........ ....... ...... .... ...... ...... ........ .... ....... ..... ....... ...... .......... ........ ...... ... ...... ..... ...... ...... ....... ..... .... .... ....... ......... ....... ....... ....... ... ....... ...... .... .. ....... ........ ...... ....... ...... .... .... ......... ........ ....... ..... ..... ....... ..... ...... ...... .... .......... ........ .... ...... .... .... ....... ....... ... ....... ...... ..... .... ....... ....... .. ..... .... ........ .... ........ ..... ....... ..... ..... ........ ....... ....... .. ..... ........ ... ........ ....... ....... ..... ...... .... ...... ........ ...... ...... .. .... ...... ........ ...... ....... ...... .... ...... ..... ........ ....... ...... .... ...... ...... ........ .... ....... ..... ....... ...... .......... ........ ...... ... ...... ..... ...... ...... ....... ..... .... .... ....... ......... ....... ....... ....... ... ....... ...... .... .. ....... ........ ...... ....... ...... .... .... ......... ........ ....... ..... ..... ....... ..... ...... ...... .... .......... ........ .... ...... .... .... ....... ....... ... ....... ...... ..... .... ....... ....... .. ..... .... ........ .... ........ ..... ....... ..... ..... ........ ....... ....... .. ..... ........ ... ........ ....... ....... ..... ...... .... ...... ........ ...... ...... .. .... ...... ........ ...... ....... ...... .... ...... ..... ........ ....... ...... .... ...... ...... ........ .... ....... ..... ....... ...... .......... ........ ...... ... ...... ..... ...... ...... ....... ..... .... .... ....... ......... ....... ....... ....... ... ....... ...... .... .. ....... ........ ...... ....... ...... .... .... ......... ........ ....... ..... ..... ....... ..... ...... ...... .... .......... ........ .... ...... .... .... ....... ....... ... ....... ...... ..... .... ....... ....... .. ..... .... ........ .... ........ ..... ....... ..... ..... ........ ....... ....... .. ..... ........ ... ........ ....... ....... ..... ...... .... ...... ........ ...... ...... .. .... ...... ........ ...... ....... ...... .... ...... ..... ........ ....... ...... .... ...... ...... ........ .... ....... ..... ....... ...... .......... ........ ...... ... ...... ..... ...... ...... ....... ..... .... .... ....... ......... ....... ....... ....... ... ....... ...... .... .. ....... ........ ...... ....... ...... .... .... ......... ........ ....... ..... ..... ....... ..... ...... ...... .... .......... ........ .... ...... .... .... ....... ....... ... ....... ...... ..... .... ....... ....... .. ..... .... ........ .... ........ ..... ....... ..... ..... ........ ....... ....... .. ..... ........ ... ........ ....... ....... ..... ...... .... ...... ........ ...... ...... .. .... ...... ........ ...... ....... ...... .... ...... ..... ........ ....... ...... .... ...... ...... ........ .... ....... ..... ....... ...... .......... ........ ...... ... ...... ..... ...... ...... ....... ..... .... .... ....... ......... ....... ....... ....... ... ....... ...... .... .. ....... ........ ...... ....... ...... .... .... ......... ........ ....... ..... ..... ....... ..... ...... ...... .... .......... ........ .... ...... .... .... ....... ....... ... ....... ...... ..... .... ....... ....... .. ..... .... ........ .... ........ ..... ....... ..... ..... ........ ....... ....... .. ..... ........ ... ........ ....... ....... ..... ...... .... ...... ........ ...... ...... .. .... ...... ........ ...... ....... ...... .... ...... ..... ........ ....... ...... .... ...... ...... ........ .... ....... ..... ....... ...... .......... ........ ...... ... ...... ..... ...... ...... ....... ..... .... .... ....... ......... ....... ....... ....... ... ....... ...... .... .. ....... ........ ...... ....... ...... .... .... ......... ........ ....... ..... ..... ....... ..... ...... ...... .... .......... ........ .... ...... .... .... ....... ....... ... ....... ...... ..... .... ....... ....... .. ..... .... ........ .... ........ ..... ....... ..... ..... ........ ....... ....... .. ..... ........ ... ........ ....... ....... ..... ...... .... ...... ........ ...... ...... .. .... ...... ........ ...... ....... ...... .... ...... ..... ........ ....... ...... .... ...... CADDIE. — [498, 77, 737, 1250]
col6-heading-greenock-district: Greenock and District Juniors. — [1298, 282, 1481, 297]
ad3-sub: SOMETHING NEW! — [828, 318, 923, 329]
ad6-sub: TAE BARRACHNIE TOURNEY. COME EARLY. — [802, 474, 949, 482]
ad6-title: WHAUR ARE YE GAUN? — [772, 454, 979, 473]
col2-heading-grange: GRANGE. — [343, 230, 397, 243]
ad-grand-football-tournament: GRAND FOOTBALL TOURNAMENT .... ....... ....... ... ....... ...... ..... .... ....... ....... .. ..... .... ........ .... ........ ..... ....... ..... ..... ........ ....... ....... .. ..... ........ — [750, 492, 1001, 534]
ad-westburn-collieries: WESTBURN COLLIERIES AMATEUR ....... ...... .... .. ....... ........ ...... ....... ...... .... .... ......... ........ ....... ..... ..... ....... ..... ...... ...... .... .......... ........ .... ...... — [750, 616, 1001, 658]
col2-heading-gala: GALA. — [352, 117, 388, 130]
col6-byline: (BY T. MAC.) — [1361, 1182, 1418, 1190]
col6-subheading-newcastle-sunderland: NEWCASTLE AND SUNDERLAND GOSSIP. — [1277, 1165, 1502, 1178]
col2-heading-hawick: HAWICK. — [344, 1132, 396, 1145]
col2-heading-carlton: CARLTON. — [341, 655, 399, 668]
golfers-drawing — [508, 232, 727, 517]
col1-subheading-1: PORT-GLASGOW v. GLENVIEW (CENTRAL) — [33, 337, 219, 346]
column-rule — [743, 71, 744, 2337]
caption-well-known-trio: A WELL-KNOWN TRIO. — [571, 536, 664, 546]
ad16-title: GRAND LOCAL SPORTS — [816, 1009, 934, 1020]
ad17-address: 30 SALTMARKET. — [799, 1114, 952, 1132]
col2-heading-dunfermline: DUNFERMLINE. — [326, 868, 414, 881]
col1-heading-greenock-juniors: Greenock Juniors. — [82, 321, 171, 334]
col2-heading-watsonians: WATSONIANS. — [331, 578, 409, 591]
col5-subheading-second-round: SECOND ROUND. — [1095, 484, 1171, 493]
ad-grand-local-sports — [750, 1003, 1001, 1039]
col5-subheading-st-gerald: ST. GERALD'S TOURNEY. — [1065, 684, 1201, 697]
ad-newarthill: NEWARTHILL FOOTBALL CLUB ....... ...... .... .. ....... ........ ...... ....... ...... .... .... ......... ........ ....... ..... ..... ....... ..... ...... ...... .... .......... ........ .... ...... — [750, 911, 1001, 953]
col5-subheading-knightswood: KNIGHTSWOOD BRASS BAND TOURNAMENT. — [1051, 114, 1215, 141]
col3-heading-perthshire: Perthshire. — [590, 77, 645, 90]
ad17-line3: FOUR DOORS FROM CROSS. — [828, 1141, 922, 1149]
col3-signature: CADDIE. — [704, 1242, 737, 1250]
